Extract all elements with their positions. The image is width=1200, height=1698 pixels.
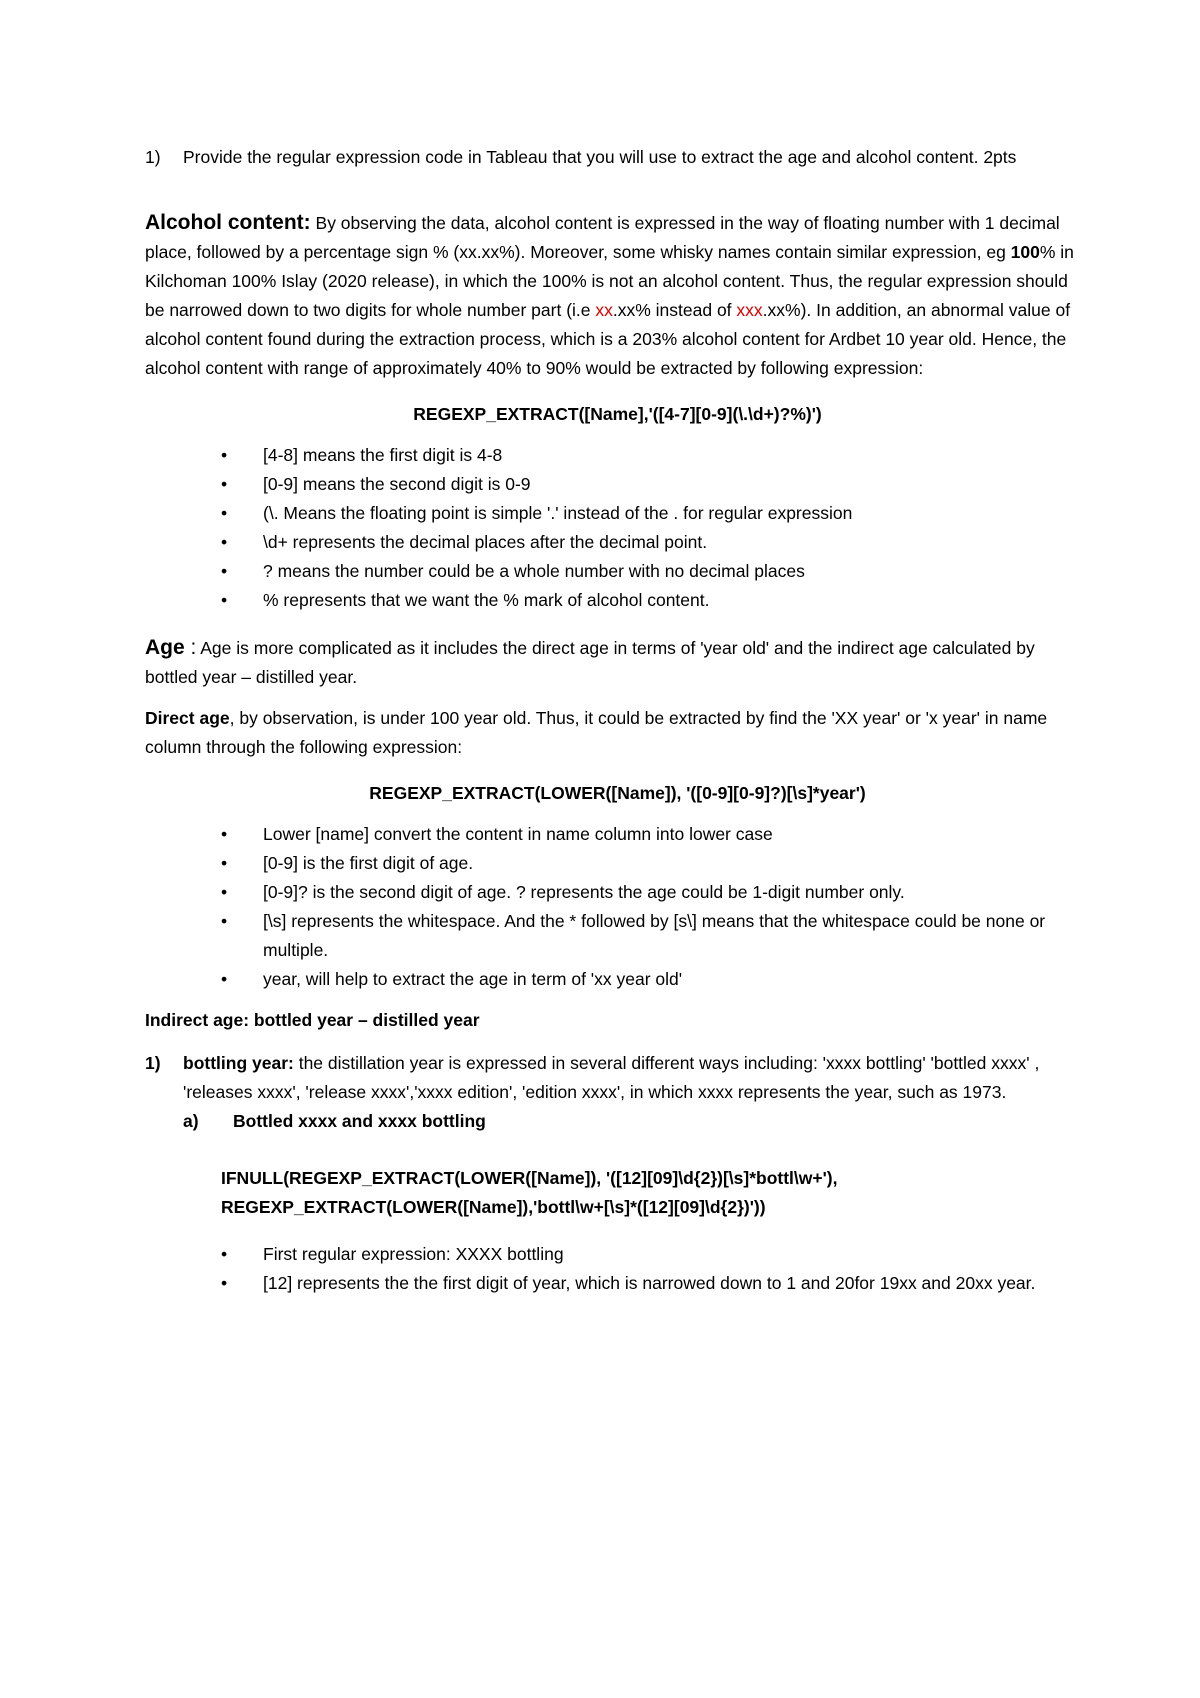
alcohol-formula: REGEXP_EXTRACT([Name],'([4-7][0-9](\.\d+)?%)')	[413, 404, 822, 424]
list-item: • Lower [name] convert the content in name column into lower case	[145, 820, 1090, 849]
direct-age-paragraph: Direct age, by observation, is under 100 year old. Thus, it could be extracted by find the 'XX year' or 'x year' in name column through the following expression:	[145, 708, 1048, 757]
alcohol-bullet-list	[145, 441, 1090, 615]
bottling-item: 1) bottling year: the distillation year is expressed in several different ways including: 'xxxx bottling' 'bottled xxxx' , 'releases xxxx', 'release xxxx','xxxx edition', 'edition xxxx', in which xxxx represents the year, such as 1973.	[145, 1049, 1090, 1107]
bottling-number: 1)	[145, 1053, 161, 1073]
list-item: • year, will help to extract the age in term of 'xx year old'	[145, 965, 1090, 994]
sub-item-title: Bottled xxxx and xxxx bottling	[233, 1111, 486, 1131]
question-1	[145, 143, 1090, 172]
alcohol-paragraph: Alcohol content: By observing the data, alcohol content is expressed in the way of floating number with 1 decimal place, followed by a percentage sign % (xx.xx%). Moreover, some whisky names contain similar expression, eg 100% in Kilchoman 100% Islay (2020 release), in which the 100% is not an alcohol content. Thus, the regular expression should be narrowed down to two digits for whole number part (i.e xx.xx% instead of xxx.xx%). In addition, an abnormal value of alcohol content found during the extraction process, which is a 203% alcohol content for Ardbet 10 year old. Hence, the alcohol content with range of approximately 40% to 90% would be extracted by following expression:	[145, 211, 1074, 378]
list-item: • ? means the number could be a whole number with no decimal places	[145, 557, 1090, 586]
indirect-age-heading: Indirect age: bottled year – distilled year	[145, 1010, 480, 1030]
list-item: • % represents that we want the % mark of alcohol content.	[145, 586, 1090, 615]
list-item: • (\. Means the floating point is simple '.' instead of the . for regular expression	[145, 499, 1090, 528]
list-item: • [0-9] is the first digit of age.	[145, 849, 1090, 878]
list-item: • [\s] represents the whitespace. And the * followed by [s\] means that the whitespace could be none or multiple.	[145, 907, 1090, 965]
list-item: • [4-8] means the first digit is 4-8	[145, 441, 1090, 470]
red-highlight: xxx	[736, 300, 763, 320]
red-highlight: xx	[595, 300, 613, 320]
age-bullet-list	[145, 820, 1090, 994]
list-item: • [12] represents the the first digit of year, which is narrowed down to 1 and 20for 19xx and 20xx year.	[145, 1269, 1090, 1298]
code-line: IFNULL(REGEXP_EXTRACT(LOWER([Name]), '([12][09]\d{2})[\s]*bottl\w+'),	[221, 1168, 838, 1188]
list-item: • [0-9] means the second digit is 0-9	[145, 470, 1090, 499]
age-paragraph: Age : Age is more complicated as it includes the direct age in terms of 'year old' and the indirect age calculated by bottled year – distilled year.	[145, 636, 1035, 687]
bottling-code	[145, 1164, 1090, 1222]
bottling-label: bottling year:	[183, 1053, 294, 1073]
bottling-bullet-list	[145, 1240, 1090, 1298]
question-number: 1)	[145, 147, 161, 167]
sub-item-label: a)	[183, 1111, 199, 1131]
age-heading: Age	[145, 636, 185, 659]
code-line: REGEXP_EXTRACT(LOWER([Name]),'bottl\w+[\s]*([12][09]\d{2})'))	[221, 1197, 766, 1217]
direct-age-label: Direct age	[145, 708, 230, 728]
age-formula: REGEXP_EXTRACT(LOWER([Name]), '([0-9][0-9]?)[\s]*year')	[369, 783, 866, 803]
list-item: • [0-9]? is the second digit of age. ? represents the age could be 1-digit number only.	[145, 878, 1090, 907]
sub-item-a	[145, 1107, 1090, 1136]
alcohol-heading: Alcohol content:	[145, 211, 311, 234]
list-item: • \d+ represents the decimal places after the decimal point.	[145, 528, 1090, 557]
list-item: • First regular expression: XXXX bottling	[145, 1240, 1090, 1269]
question-text: Provide the regular expression code in Tableau that you will use to extract the age and alcohol content. 2pts	[183, 147, 1017, 167]
